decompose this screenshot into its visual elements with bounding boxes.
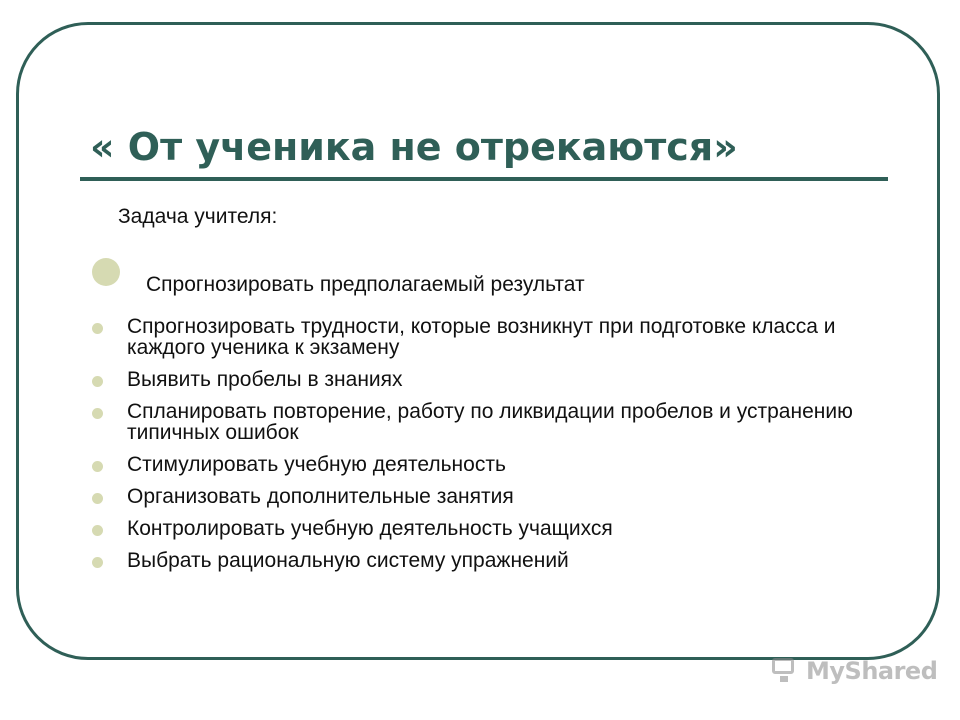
- list-item-text: Спрогнозировать трудности, которые возникнут при подготовке класса и каждого ученика к экзамену: [127, 315, 836, 359]
- list-item: [92, 454, 892, 475]
- lead-list-item: [92, 258, 585, 298]
- bullet-icon: [92, 408, 103, 419]
- list-item: [92, 369, 892, 390]
- watermark-logo: [768, 656, 937, 686]
- list-item-text: Выявить пробелы в знаниях: [127, 368, 403, 391]
- list-item-text: Стимулировать учебную деятельность: [127, 453, 506, 476]
- list-item-text: Контролировать учебную деятельность учащихся: [127, 517, 613, 540]
- list-item: [92, 518, 892, 539]
- task-list: [92, 316, 892, 582]
- bullet-icon: [92, 557, 103, 568]
- bullet-icon: [92, 493, 103, 504]
- bullet-icon: [92, 525, 103, 536]
- monitor-icon: [768, 656, 802, 686]
- list-item: [92, 401, 892, 443]
- title-underline: [80, 177, 888, 181]
- bullet-icon: [92, 461, 103, 472]
- list-item-text: Спланировать повторение, работу по ликвидации пробелов и устранению типичных ошибок: [127, 400, 853, 444]
- slide-subtitle: Задача учителя:: [118, 205, 278, 228]
- lead-item-text: Спрогнозировать предполагаемый результат: [146, 273, 585, 296]
- bullet-icon: [92, 376, 103, 387]
- list-item: [92, 486, 892, 507]
- bullet-icon: [92, 323, 103, 334]
- watermark-text: MyShared: [806, 657, 938, 685]
- list-item-text: Организовать дополнительные занятия: [127, 485, 514, 508]
- list-item: [92, 316, 892, 358]
- large-bullet-icon: [92, 258, 120, 286]
- slide-title: « От ученика не отрекаются»: [90, 125, 738, 169]
- list-item: [92, 550, 892, 571]
- list-item-text: Выбрать рациональную систему упражнений: [127, 549, 569, 572]
